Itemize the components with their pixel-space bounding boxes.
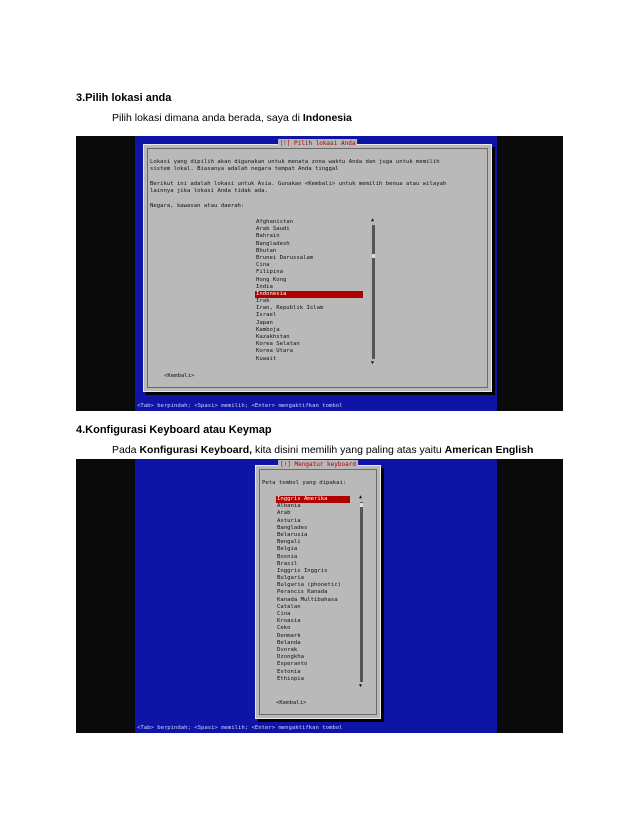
list-item[interactable]: Cina xyxy=(277,611,291,617)
list-item[interactable]: Belarusia xyxy=(277,531,308,538)
keymap-scroll-thumb[interactable] xyxy=(360,503,363,507)
list-item[interactable]: Arab Saudi xyxy=(256,226,290,233)
list-item[interactable]: Brasil xyxy=(277,560,298,567)
keymap-back-button[interactable]: <Kembali> xyxy=(276,700,307,706)
list-item[interactable]: Kuwait xyxy=(256,355,277,362)
list-item[interactable]: Dvorak xyxy=(277,646,298,653)
section-4-text-1: Pada xyxy=(112,444,140,456)
status-bar: <Tab> berpindah; <Spasi> memilih; <Enter> mengaktifkan tombol xyxy=(137,403,343,409)
list-item[interactable]: Brunei Darussalam xyxy=(256,254,314,261)
list-item[interactable]: Filipina xyxy=(256,269,283,276)
section-3-bold: Indonesia xyxy=(302,112,352,124)
list-item[interactable]: Bangladesh xyxy=(256,240,290,247)
section-3-heading: 3.Pilih lokasi anda xyxy=(76,92,172,104)
section-3-text: Pilih lokasi dimana anda berada, saya di xyxy=(112,112,303,124)
list-item[interactable]: Bulgaria xyxy=(277,575,304,582)
section-4-bold-2: American English xyxy=(444,444,534,456)
list-item[interactable]: Israel xyxy=(256,312,277,319)
section-4-paragraph xyxy=(112,444,533,456)
list-item[interactable]: Belgia xyxy=(277,546,298,553)
keyboard-status-bar: <Tab> berpindah; <Spasi> memilih; <Enter> mengaktifkan tombol xyxy=(137,725,343,731)
list-item[interactable]: Bengali xyxy=(277,539,301,546)
list-item[interactable]: Korea Utara xyxy=(256,348,294,355)
list-item[interactable]: Dzongkha xyxy=(277,654,304,661)
list-item[interactable]: Bosnia xyxy=(277,553,298,560)
list-item[interactable]: Arab xyxy=(277,510,291,517)
screenshot-location xyxy=(76,136,563,411)
keymap-list[interactable] xyxy=(276,496,350,683)
list-item[interactable]: Bulgaria (phonetic) xyxy=(277,582,341,589)
list-item[interactable]: Ethiopia xyxy=(277,675,304,682)
list-item[interactable]: Korea Selatan xyxy=(256,341,300,348)
list-item[interactable]: Cina xyxy=(256,262,270,269)
list-item[interactable]: Asturia xyxy=(277,517,301,524)
list-item[interactable]: Ceko xyxy=(277,625,291,632)
keymap-scroll-down-icon[interactable]: ▼ xyxy=(359,683,363,689)
list-item[interactable]: Kazakhstan xyxy=(256,334,290,340)
location-scrollbar[interactable] xyxy=(372,225,375,359)
list-item[interactable]: Kroasia xyxy=(277,618,301,625)
list-item[interactable]: Inggris Inggris xyxy=(277,567,328,574)
keymap-scroll-up-icon[interactable]: ▲ xyxy=(359,494,363,500)
list-item[interactable]: Japan xyxy=(256,319,273,326)
list-item[interactable]: Bahrain xyxy=(256,233,280,240)
section-4-bold-1: Konfigurasi Keyboard, xyxy=(139,444,253,456)
list-item[interactable]: Kanada Multibahasa xyxy=(277,596,338,603)
location-scroll-thumb[interactable] xyxy=(372,254,375,258)
keymap-scrollbar[interactable] xyxy=(360,502,363,682)
location-dialog xyxy=(143,140,492,392)
list-item[interactable]: Afghanistan xyxy=(256,219,294,225)
list-item[interactable]: Catalan xyxy=(277,603,301,610)
installer-screen-keyboard xyxy=(135,459,497,733)
list-item[interactable]: Esperanto xyxy=(277,661,308,668)
location-prompt: Negara, kawasan atau daerah: xyxy=(150,203,245,209)
location-intro-1: Lokasi yang dipilih akan digunakan untuk menata zona waktu Anda dan juga untuk memilih sistem lokal. Biasanya adalah negara tempat Anda tinggal xyxy=(150,159,440,173)
keyboard-dialog-title: [!] Mengatur keyboard xyxy=(280,461,356,468)
keyboard-dialog xyxy=(255,461,381,719)
location-intro-2: Berikut ini adalah lokasi untuk Asia. Gunakan <Kembali> untuk memilih benua atau wilayah lainnya jika lokasi Anda tidak ada. xyxy=(150,181,447,195)
screenshot-keyboard xyxy=(76,459,563,733)
list-item[interactable]: Kamboja xyxy=(256,326,280,333)
list-item[interactable]: Albania xyxy=(277,503,301,510)
back-button[interactable]: <Kembali> xyxy=(164,373,195,379)
list-item-selected[interactable]: Inggris Amerika xyxy=(276,496,350,503)
location-dialog-title: [!] Pilih lokasi Anda xyxy=(279,140,356,147)
scroll-up-icon[interactable]: ▲ xyxy=(371,217,375,223)
list-item[interactable]: Denmark xyxy=(277,632,301,639)
list-item[interactable]: Perancis Kanada xyxy=(277,589,328,596)
section-4-heading: 4.Konfigurasi Keyboard atau Keymap xyxy=(76,424,272,436)
keymap-prompt: Peta tombol yang dipakai: xyxy=(262,480,347,486)
scroll-down-icon[interactable]: ▼ xyxy=(371,360,375,366)
list-item[interactable]: Estonia xyxy=(277,668,301,675)
list-item-selected[interactable]: Indonesia xyxy=(255,291,363,298)
list-item[interactable]: Bhutan xyxy=(256,247,277,254)
installer-screen-location xyxy=(135,136,497,411)
section-3-paragraph xyxy=(112,112,352,124)
section-4-text-2: kita disini memilih yang paling atas yaitu xyxy=(252,444,445,456)
list-item[interactable]: Belanda xyxy=(277,639,301,646)
list-item[interactable]: Hong Kong xyxy=(256,276,287,283)
country-list[interactable] xyxy=(255,219,363,363)
list-item[interactable]: Banglades xyxy=(277,524,308,531)
list-item[interactable]: Iran, Republik Islam xyxy=(256,305,324,312)
list-item[interactable]: India xyxy=(256,283,273,290)
list-item[interactable]: Irak xyxy=(256,298,270,305)
